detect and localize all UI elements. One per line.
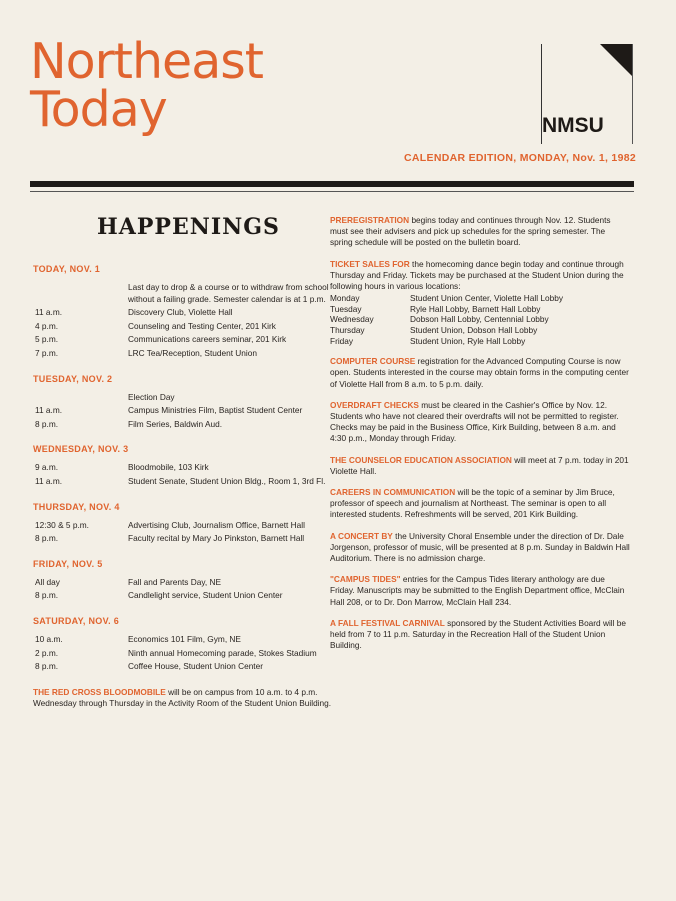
day-section <box>33 502 333 545</box>
day-section <box>33 616 333 673</box>
schedule-place: Student Union, Ryle Hall Lobby <box>410 335 526 346</box>
event-desc: Candlelight service, Student Union Center <box>128 590 283 601</box>
event-row <box>33 577 333 589</box>
announcement-lead: COMPUTER COURSE <box>330 356 416 367</box>
event-time: 8 p.m. <box>35 661 59 672</box>
announcement-lead: PREREGISTRATION <box>330 215 410 225</box>
event-row <box>33 334 333 346</box>
announcement <box>330 487 630 521</box>
event-row <box>33 634 333 646</box>
schedule-day: Monday <box>330 293 360 304</box>
announcement-text: the homecoming dance begin today and continue through Thursday and Friday. Tickets may be purchased at the Student Union during the following hours in various locations: <box>330 258 624 292</box>
announcement <box>330 400 630 445</box>
event-row <box>33 476 333 488</box>
schedule-row <box>330 314 630 325</box>
masthead-title-line1: Northeast <box>30 33 263 90</box>
bloodmobile-notice <box>33 687 333 709</box>
event-desc: Discovery Club, Violette Hall <box>128 307 233 318</box>
event-time: 11 a.m. <box>35 475 63 486</box>
event-row <box>33 661 333 673</box>
schedule-row <box>330 325 630 336</box>
event-row <box>33 321 333 333</box>
event-desc: Fall and Parents Day, NE <box>128 576 221 587</box>
announcement-text: the University Choral Ensemble under the direction of Dr. Dale Jorgenson, professor of music, will be presented at 8 p.m. Sunday in Baldwin Hall Auditorium. There is no admission charge. <box>330 530 630 564</box>
day-heading: WEDNESDAY, NOV. 3 <box>33 444 129 455</box>
announcement-lead: A FALL FESTIVAL CARNIVAL <box>330 617 445 628</box>
event-row <box>33 590 333 602</box>
announcement-lead: "CAMPUS TIDES" <box>330 574 401 585</box>
event-time: 10 a.m. <box>35 633 63 644</box>
announcement-text: must be cleared in the Cashier's Office by Nov. 12. Students who have not cleared their overdrafts will not be permitted to register. Checks may be paid in the Business Office, Kirk Building, between 8 a.m. and 4:30 p.m., Monday through Friday. <box>330 399 619 444</box>
announcement-text: entries for the Campus Tides literary anthology are due Friday. Manuscripts may be submitted to the English Department office, McClain Hall 208, or to Dr. Don Marrow, McClain Hall 234. <box>330 574 625 607</box>
schedule-row <box>330 336 630 347</box>
section-heading: HAPPENINGS <box>97 214 280 240</box>
day-heading: TODAY, NOV. 1 <box>33 264 101 274</box>
announcement-text: registration for the Advanced Computing Course is now open. Students interested in the course may obtain forms in the computing center of Violette Hall from 8 a.m. to 5 p.m. daily. <box>330 356 629 389</box>
announcement-text: will meet at 7 p.m. today in 201 Violette Hall. <box>330 454 629 476</box>
event-row <box>33 392 333 404</box>
event-desc: Coffee House, Student Union Center <box>128 661 263 672</box>
event-desc: Student Senate, Student Union Bldg., Room 1, 3rd Fl. <box>128 475 326 486</box>
event-row <box>33 307 333 319</box>
event-time: 7 p.m. <box>35 347 59 358</box>
day-heading: SATURDAY, NOV. 6 <box>33 615 119 626</box>
event-desc: Campus Ministries Film, Baptist Student Center <box>128 405 303 416</box>
event-desc: Film Series, Baldwin Aud. <box>128 418 223 429</box>
masthead-title-line2: Today <box>30 81 167 138</box>
announcement-lead: OVERDRAFT CHECKS <box>330 399 419 410</box>
event-time: 2 p.m. <box>35 647 59 658</box>
event-row <box>33 348 333 360</box>
announcement <box>330 618 630 652</box>
event-desc: Last day to drop & a course or to withdraw from school without a failing grade. Semester calendar is at 1 p.m. <box>128 282 329 304</box>
event-time: 4 p.m. <box>35 320 59 331</box>
announcement <box>330 215 630 249</box>
event-time <box>33 392 128 404</box>
event-row <box>33 648 333 660</box>
event-time: 11 a.m. <box>35 405 63 416</box>
announcement <box>330 574 630 608</box>
announcement <box>330 356 630 390</box>
announcement-lead: TICKET SALES FOR <box>330 258 410 269</box>
nmsu-logo <box>541 44 633 144</box>
announcement <box>330 531 630 565</box>
edition-line: CALENDAR EDITION, MONDAY, Nov. 1, 1982 <box>404 152 636 164</box>
schedule-place: Student Union, Dobson Hall Lobby <box>410 325 538 335</box>
event-row <box>33 405 333 417</box>
notice-lead: THE RED CROSS BLOODMOBILE <box>33 686 166 697</box>
schedule-place: Ryle Hall Lobby, Barnett Hall Lobby <box>410 303 541 314</box>
event-time: 8 p.m. <box>35 418 59 429</box>
event-row <box>33 462 333 474</box>
event-desc: Advertising Club, Journalism Office, Barnett Hall <box>128 519 305 530</box>
schedule-day: Wednesday <box>330 314 374 325</box>
event-desc: Election Day <box>128 391 175 402</box>
event-time: 5 p.m. <box>35 334 59 345</box>
masthead-rule-thin <box>30 191 634 192</box>
notice-text: will be on campus from 10 a.m. to 4 p.m. Wednesday through Thursday in the Activity Room of the Student Union Building. <box>33 686 332 708</box>
day-heading: TUESDAY, NOV. 2 <box>33 373 113 384</box>
event-time: 8 p.m. <box>35 533 59 544</box>
announcement <box>330 259 630 347</box>
announcement-text: will be the topic of a seminar by Jim Bruce, professor of speech and journalism at Northeast. The seminar is open to all interested students. Refreshments will be served, 201 Kirk Building. <box>330 487 615 520</box>
event-desc: Faculty recital by Mary Jo Pinkston, Barnett Hall <box>128 533 305 544</box>
schedule-place: Student Union Center, Violette Hall Lobby <box>410 293 563 304</box>
event-row <box>33 533 333 545</box>
event-time: 8 p.m. <box>35 590 59 601</box>
masthead-title <box>30 33 263 138</box>
schedule-place: Dobson Hall Lobby, Centennial Lobby <box>410 314 549 325</box>
day-section <box>33 444 333 487</box>
event-time: 9 a.m. <box>35 462 59 473</box>
day-section <box>33 559 333 602</box>
announcement-lead: THE COUNSELOR EDUCATION ASSOCIATION <box>330 454 512 465</box>
logo-triangle-icon <box>600 44 632 76</box>
schedule-day: Friday <box>330 335 354 346</box>
announcements-column <box>330 215 630 661</box>
announcement-text: begins today and continues through Nov. 12. Students must see their advisers and pick up schedules for the spring semester. The spring schedule will be posted on the bulletin board. <box>330 215 611 248</box>
day-heading: THURSDAY, NOV. 4 <box>33 501 120 512</box>
event-time: All day <box>35 576 60 587</box>
calendar-column <box>33 264 333 709</box>
event-desc: Bloodmobile, 103 Kirk <box>128 462 209 473</box>
event-desc: LRC Tea/Reception, Student Union <box>128 347 257 358</box>
masthead-rule <box>30 181 634 187</box>
day-section <box>33 374 333 431</box>
schedule-row <box>330 304 630 315</box>
announcement <box>330 455 630 477</box>
event-desc: Counseling and Testing Center, 201 Kirk <box>128 320 276 331</box>
event-desc: Ninth annual Homecoming parade, Stokes Stadium <box>128 647 317 658</box>
schedule-row <box>330 293 630 304</box>
event-row <box>33 282 333 305</box>
event-time: 11 a.m. <box>35 307 63 318</box>
logo-text: NMSU <box>542 114 604 137</box>
event-row <box>33 419 333 431</box>
day-section <box>33 264 333 360</box>
announcement-text: sponsored by the Student Activities Board will be held from 7 to 11 p.m. Saturday in the Recreation Hall of the Student Union Building. <box>330 617 627 651</box>
schedule-day: Thursday <box>330 325 365 335</box>
event-time <box>33 282 128 305</box>
announcement-lead: CAREERS IN COMMUNICATION <box>330 487 456 498</box>
day-heading: FRIDAY, NOV. 5 <box>33 558 103 569</box>
event-desc: Communications careers seminar, 201 Kirk <box>128 334 287 345</box>
event-time: 12:30 & 5 p.m. <box>35 519 89 530</box>
ticket-schedule <box>330 293 630 346</box>
schedule-day: Tuesday <box>330 303 362 314</box>
announcement-lead: A CONCERT BY <box>330 530 393 541</box>
event-row <box>33 520 333 532</box>
event-desc: Economics 101 Film, Gym, NE <box>128 633 241 644</box>
